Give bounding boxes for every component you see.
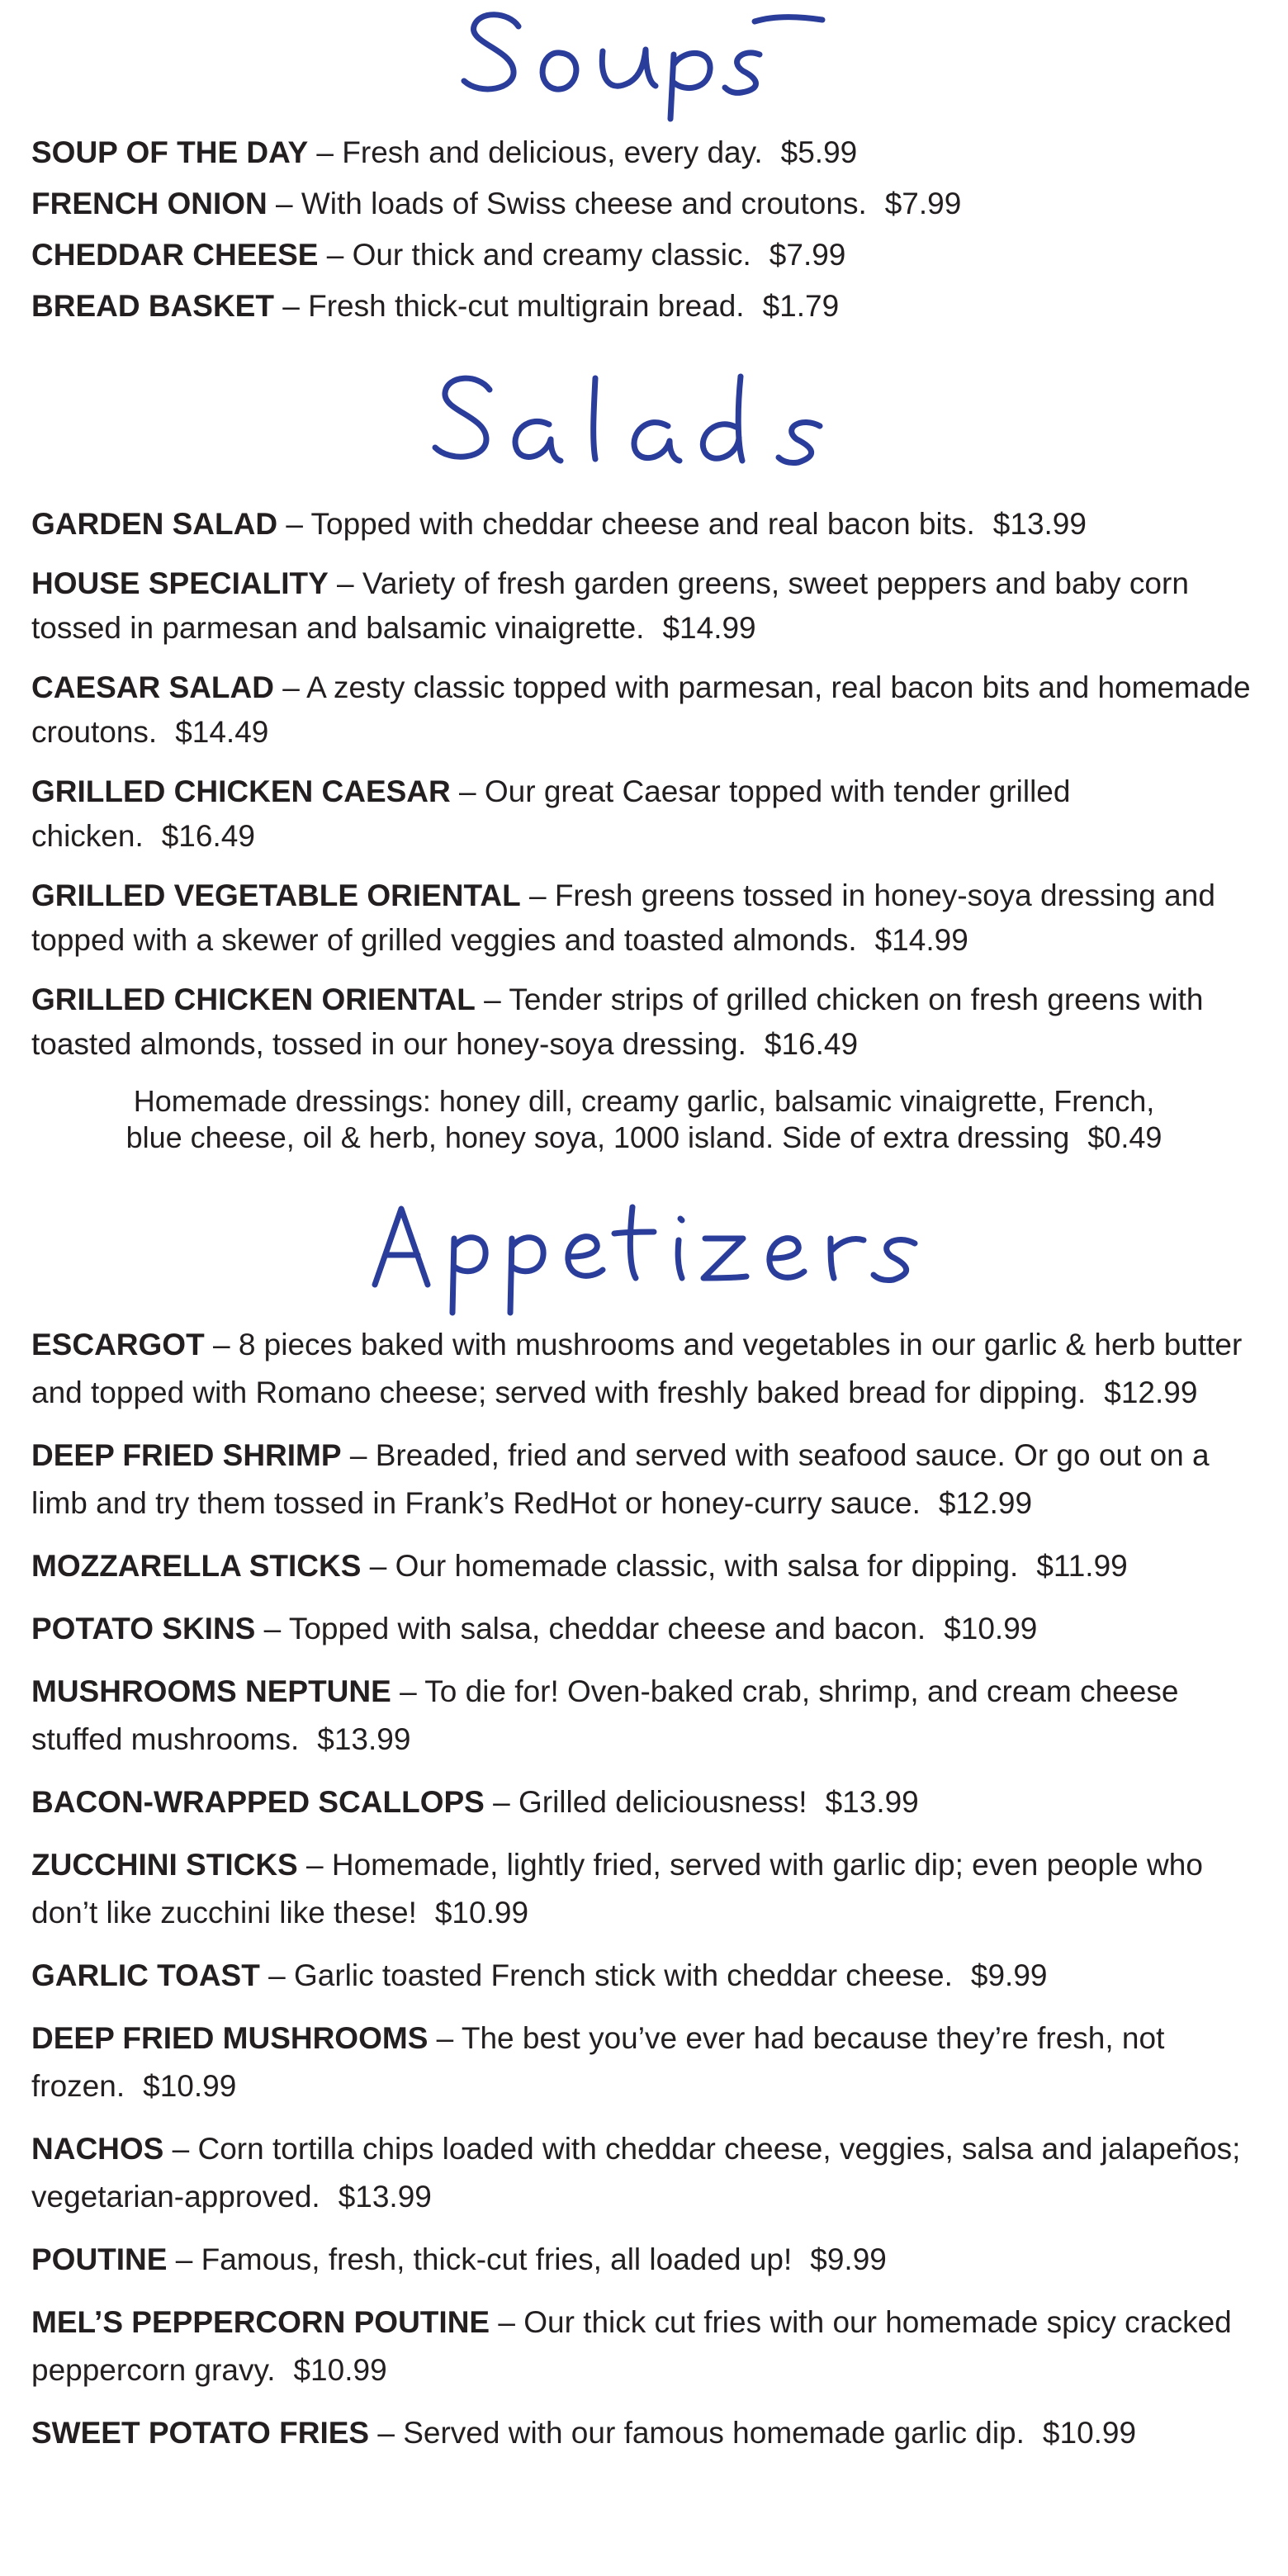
menu-item: [31, 234, 1257, 276]
item-price: $16.49: [161, 819, 255, 853]
item-description: A zesty classic topped with parmesan, real bacon bits and homemade croutons.: [31, 670, 1251, 749]
item-price: $10.99: [1042, 2416, 1137, 2450]
separator: –: [490, 2305, 524, 2339]
item-name: POUTINE: [31, 2242, 168, 2276]
item-name: CAESAR SALAD: [31, 670, 274, 704]
item-name: SWEET POTATO FRIES: [31, 2416, 370, 2450]
item-price: $10.99: [434, 1896, 529, 1930]
item-name: CHEDDAR CHEESE: [31, 238, 319, 272]
item-description: Fresh thick-cut multigrain bread.: [308, 289, 745, 323]
menu-item: [31, 978, 1257, 1067]
menu-item: [31, 183, 1257, 225]
separator: –: [484, 1785, 519, 1819]
separator: –: [277, 507, 311, 541]
item-description: Topped with salsa, cheddar cheese and bacon.: [288, 1612, 926, 1646]
separator: –: [361, 1549, 395, 1583]
item-name: GRILLED CHICKEN CAESAR: [31, 774, 451, 808]
item-description: Topped with cheddar cheese and real bacon bits.: [310, 507, 975, 541]
menu-item: [31, 2236, 1257, 2284]
item-name: SOUP OF THE DAY: [31, 135, 309, 169]
item-price: $10.99: [944, 1612, 1038, 1646]
item-name: ZUCCHINI STICKS: [31, 1848, 298, 1882]
item-description: Grilled deliciousness!: [518, 1785, 807, 1819]
salads-section: [0, 337, 1288, 1156]
item-price: $14.99: [874, 923, 968, 957]
item-name: BREAD BASKET: [31, 289, 274, 323]
item-name: FRENCH ONION: [31, 187, 268, 220]
item-price: $1.79: [762, 289, 840, 323]
item-name: MOZZARELLA STICKS: [31, 1549, 362, 1583]
separator: –: [167, 2242, 201, 2276]
item-description: Homemade, lightly fried, served with garlic dip; even people who don’t like zucchini like these!: [31, 1848, 1203, 1930]
item-price: $7.99: [769, 238, 846, 272]
separator: –: [297, 1848, 332, 1882]
menu-item: [31, 1321, 1257, 1417]
menu-item: [31, 769, 1257, 859]
separator: –: [475, 983, 509, 1016]
separator: –: [369, 2416, 404, 2450]
item-name: MUSHROOMS NEPTUNE: [31, 1674, 391, 1708]
menu-item: [31, 1432, 1257, 1527]
menu-item: [31, 1952, 1257, 2000]
item-description: Fresh and delicious, every day.: [342, 135, 763, 169]
menu-item: [31, 1778, 1257, 1826]
item-description: Famous, fresh, thick-cut fries, all loaded up!: [201, 2242, 793, 2276]
item-description: 8 pieces baked with mushrooms and vegetables in our garlic & herb butter and topped with Romano cheese; served with freshly baked bread for dipping.: [31, 1328, 1243, 1409]
item-description: Garlic toasted French stick with cheddar cheese.: [293, 1958, 953, 1992]
dressing-note-line: Homemade dressings: honey dill, creamy garlic, balsamic vinaigrette, French,: [133, 1084, 1155, 1118]
item-description: Our thick cut fries with our homemade spicy cracked peppercorn gravy.: [31, 2305, 1232, 2387]
menu-item: [31, 874, 1257, 963]
item-description: Breaded, fried and served with seafood sauce. Or go out on a limb and try them tossed in Frank’s RedHot or honey-curry sauce.: [31, 1438, 1210, 1520]
item-price: $13.99: [992, 507, 1087, 541]
item-price: $16.49: [764, 1027, 859, 1061]
appetizers-title-lettering: [363, 1181, 925, 1321]
menu-item: [31, 2125, 1257, 2221]
separator: –: [273, 289, 309, 323]
soups-heading: [0, 0, 1288, 132]
menu-item: [31, 1542, 1257, 1590]
item-description: Fresh greens tossed in honey-soya dressing and topped with a skewer of grilled veggies and toasted almonds.: [31, 878, 1215, 957]
item-description: Tender strips of grilled chicken on fresh greens with toasted almonds, tossed in our honey-soya dressing.: [31, 983, 1204, 1061]
item-price: $10.99: [293, 2353, 387, 2387]
menu-item: [31, 2015, 1257, 2110]
item-name: GRILLED CHICKEN ORIENTAL: [31, 983, 476, 1016]
separator: –: [450, 774, 485, 808]
item-name: BACON-WRAPPED SCALLOPS: [31, 1785, 485, 1819]
item-name: MEL’S PEPPERCORN POUTINE: [31, 2305, 490, 2339]
item-description: To die for! Oven-baked crab, shrimp, and cream cheese stuffed mushrooms.: [31, 1674, 1179, 1756]
soups-list: [0, 132, 1288, 327]
item-name: HOUSE SPECIALITY: [31, 566, 329, 600]
item-name: POTATO SKINS: [31, 1612, 256, 1646]
separator: –: [341, 1438, 376, 1472]
item-name: DEEP FRIED MUSHROOMS: [31, 2021, 429, 2055]
item-price: $11.99: [1036, 1549, 1128, 1583]
dressing-price: $0.49: [1087, 1120, 1163, 1154]
item-name: GARDEN SALAD: [31, 507, 278, 541]
separator: –: [520, 878, 555, 912]
dressing-note: [25, 1083, 1263, 1156]
item-name: DEEP FRIED SHRIMP: [31, 1438, 342, 1472]
menu-item: [31, 665, 1257, 755]
item-description: Our great Caesar topped with tender grilled chicken.: [31, 774, 1071, 853]
menu-item: [31, 2299, 1257, 2394]
item-description: Served with our famous homemade garlic dip.: [403, 2416, 1025, 2450]
separator: –: [204, 1328, 239, 1361]
menu-item: [31, 1605, 1257, 1653]
separator: –: [259, 1958, 294, 1992]
separator: –: [273, 670, 307, 704]
menu-item: [31, 1668, 1257, 1764]
menu-item: [31, 2409, 1257, 2457]
item-price: $5.99: [780, 135, 858, 169]
item-description: Our thick and creamy classic.: [352, 238, 751, 272]
item-description: Our homemade classic, with salsa for dipping.: [395, 1549, 1019, 1583]
item-description: The best you’ve ever had because they’re fresh, not frozen.: [31, 2021, 1165, 2103]
appetizers-heading: [0, 1156, 1288, 1321]
soups-section: [0, 0, 1288, 327]
menu-item: [31, 502, 1257, 547]
separator: –: [318, 238, 353, 272]
menu-item: [31, 132, 1257, 173]
soups-title-lettering: [454, 0, 834, 124]
item-description: Variety of fresh garden greens, sweet peppers and baby corn tossed in parmesan and balsamic vinaigrette.: [31, 566, 1189, 645]
separator: –: [328, 566, 362, 600]
item-price: $12.99: [938, 1486, 1033, 1520]
item-name: GARLIC TOAST: [31, 1958, 260, 1992]
dressing-note-text: blue cheese, oil & herb, honey soya, 1000 island. Side of extra dressing: [125, 1120, 1070, 1154]
menu-item: [31, 561, 1257, 651]
salads-heading: [0, 337, 1288, 502]
item-price: $14.49: [175, 715, 269, 749]
item-price: $9.99: [810, 2242, 887, 2276]
item-description: With loads of Swiss cheese and croutons.: [301, 187, 867, 220]
item-description: Corn tortilla chips loaded with cheddar cheese, veggies, salsa and jalapeños; vegetarian-approved.: [31, 2132, 1241, 2214]
separator: –: [391, 1674, 425, 1708]
separator: –: [428, 2021, 462, 2055]
item-price: $13.99: [317, 1722, 411, 1756]
appetizers-section: [0, 1156, 1288, 2457]
separator: –: [267, 187, 301, 220]
item-price: $7.99: [884, 187, 962, 220]
item-price: $14.99: [662, 611, 756, 645]
separator: –: [308, 135, 343, 169]
dressing-note-line: [25, 1120, 1263, 1156]
salads-list: [0, 502, 1288, 1067]
item-price: $9.99: [970, 1958, 1048, 1992]
item-name: ESCARGOT: [31, 1328, 205, 1361]
menu-item: [31, 1841, 1257, 1937]
item-price: $13.99: [825, 1785, 919, 1819]
salads-title-lettering: [425, 362, 871, 485]
separator: –: [163, 2132, 198, 2166]
item-price: $13.99: [338, 2180, 432, 2214]
item-name: NACHOS: [31, 2132, 164, 2166]
separator: –: [255, 1612, 289, 1646]
item-price: $10.99: [143, 2069, 237, 2103]
appetizers-list: [0, 1321, 1288, 2457]
item-name: GRILLED VEGETABLE ORIENTAL: [31, 878, 521, 912]
menu-item: [31, 286, 1257, 327]
item-price: $12.99: [1104, 1376, 1198, 1409]
